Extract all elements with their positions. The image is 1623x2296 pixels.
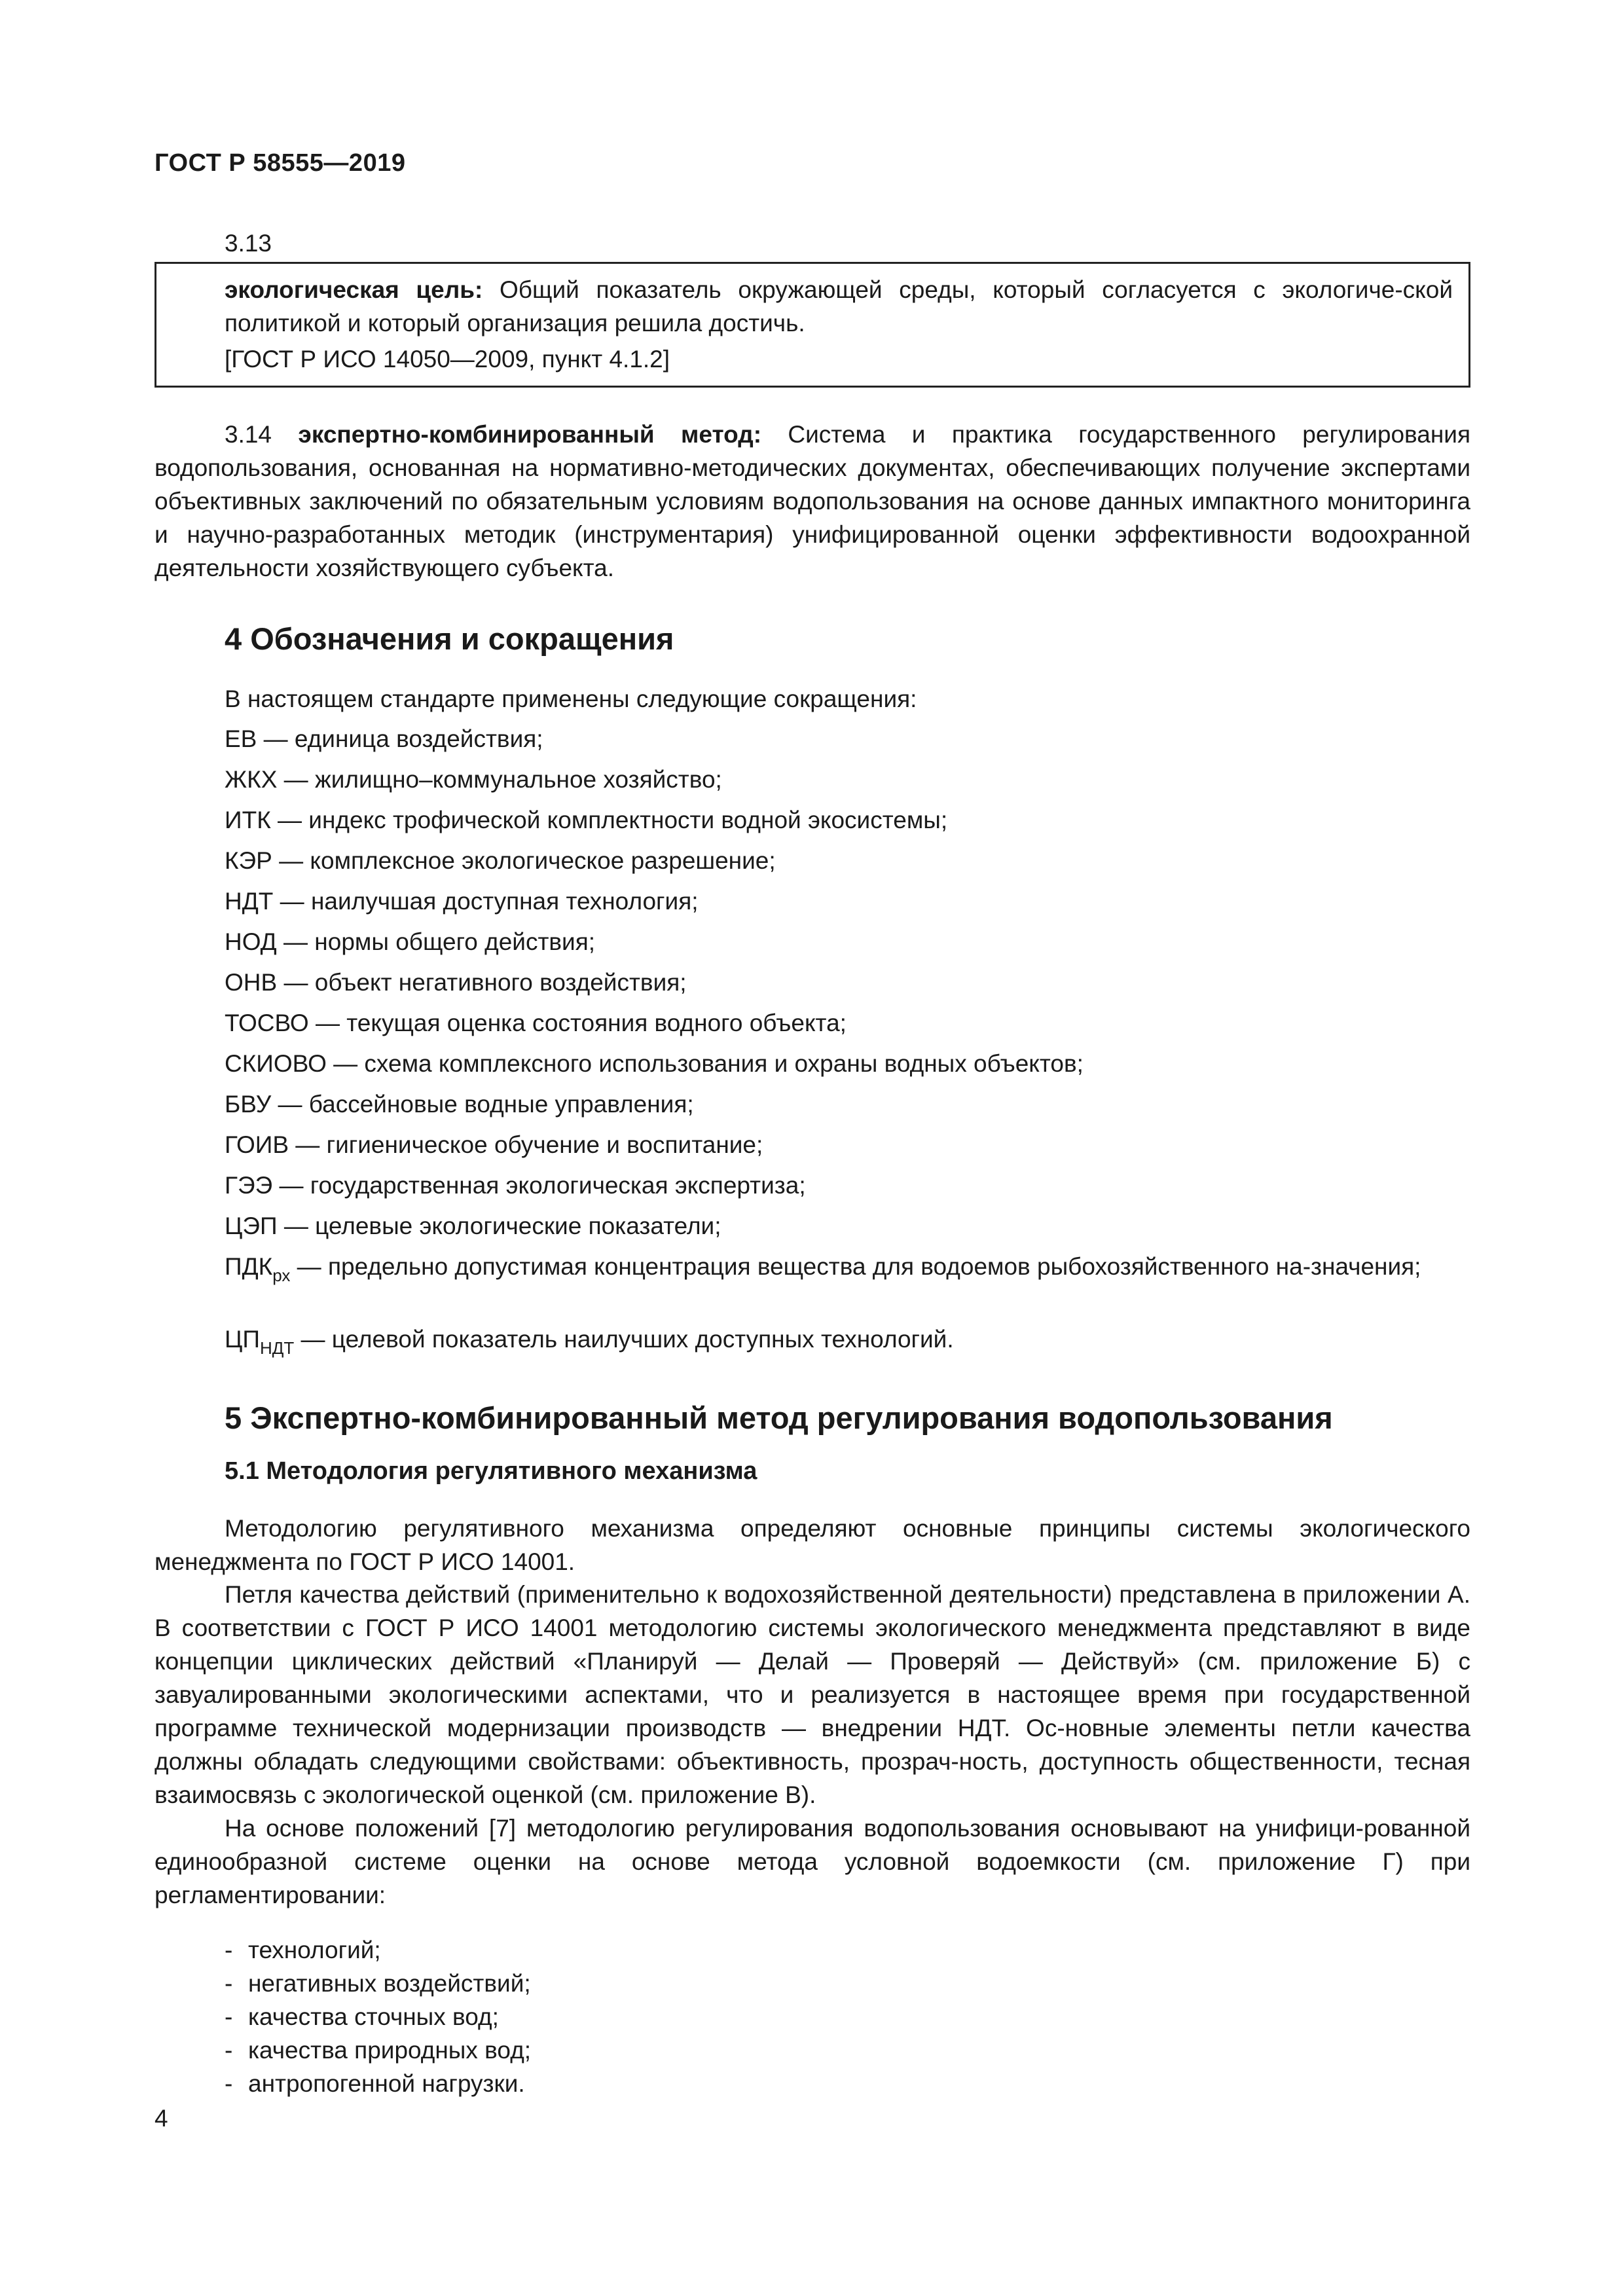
abbreviation-cp-sub: НДТ bbox=[259, 1338, 295, 1358]
section-4-heading: 4 Обозначения и сокращения bbox=[225, 621, 674, 656]
abbreviation-cp: ЦП bbox=[225, 1326, 260, 1353]
subsection-5-1-heading: 5.1 Методология регулятивного механизма bbox=[225, 1457, 757, 1485]
list-item: - негативных воздействий; bbox=[225, 1970, 531, 1997]
list-item: - качества природных вод; bbox=[225, 2037, 532, 2064]
abbreviation-item: ИТК — индекс трофической комплектности водной экосистемы; bbox=[225, 807, 948, 833]
abbreviation-item: БВУ — бассейновые водные управления; bbox=[225, 1091, 694, 1118]
list-item: - качества сточных вод; bbox=[225, 2003, 499, 2030]
definition-body: Общий показатель окружающей среды, который согласуется с экологиче-ской политикой и который организация решила достичь. bbox=[225, 276, 1453, 337]
abbreviations-list bbox=[225, 722, 1470, 1250]
abbreviation-item: ГОИВ — гигиеническое обучение и воспитание; bbox=[225, 1131, 763, 1158]
abbreviation-item: ЖКХ — жилищно–коммунальное хозяйство; bbox=[225, 766, 722, 793]
abbreviation-item-pdk bbox=[155, 1250, 1470, 1283]
clause-3-14 bbox=[155, 418, 1470, 585]
abbreviation-item: КЭР — комплексное экологическое разрешение; bbox=[225, 847, 776, 874]
abbreviation-cp-text: — целевой показатель наилучших доступных технологий. bbox=[294, 1326, 954, 1353]
abbreviation-item: ГЭЭ — государственная экологическая экспертиза; bbox=[225, 1172, 806, 1199]
definition-term: экологическая цель: bbox=[225, 276, 483, 303]
page-number: 4 bbox=[155, 2105, 168, 2132]
clause-3-14-definition: Система и практика государственного регулирования водопользования, основанная на нормативно-методических документах, обеспечивающих получение экспертами объективных заключений по обязательным условиям водопользования на основе данных импактного мониторинга и научно-разработанных методик (инструментария) унифицированной оценки эффективности водоохранной деятельности хозяйствующего субъекта. bbox=[155, 421, 1471, 581]
document-header: ГОСТ Р 58555—2019 bbox=[155, 149, 406, 177]
section-5-heading: 5 Экспертно-комбинированный метод регулирования водопользования bbox=[225, 1400, 1333, 1435]
abbreviation-item-cp bbox=[225, 1322, 954, 1356]
definition-box bbox=[155, 262, 1470, 388]
clause-3-14-term: экспертно-комбинированный метод: bbox=[298, 421, 762, 448]
abbreviation-pdk-sub: рх bbox=[272, 1266, 291, 1285]
abbreviations-intro: В настоящем стандарте применены следующие сокращения: bbox=[225, 685, 917, 712]
definition-text bbox=[225, 273, 1453, 340]
abbreviation-item: НДТ — наилучшая доступная технология; bbox=[225, 888, 699, 915]
list-item: - технологий; bbox=[225, 1937, 381, 1963]
paragraph: На основе положений [7] методологию регулирования водопользования основывают на унифици-рованной единообразной системе оценки на основе метода условной водоемкости (см. приложение Г) при регламентировании: bbox=[155, 1815, 1470, 1908]
abbreviation-item: ТОСВО — текущая оценка состояния водного объекта; bbox=[225, 1010, 847, 1036]
definition-source: [ГОСТ Р ИСО 14050—2009, пункт 4.1.2] bbox=[225, 346, 670, 373]
abbreviation-item: ЦЭП — целевые экологические показатели; bbox=[225, 1212, 721, 1239]
clause-number-3-14: 3.14 bbox=[225, 421, 272, 448]
abbreviation-pdk-text: — предельно допустимая концентрация вещества для водоемов рыбохозяйственного на-значения; bbox=[290, 1253, 1421, 1280]
abbreviation-item: ОНВ — объект негативного воздействия; bbox=[225, 969, 687, 996]
list-item: - антропогенной нагрузки. bbox=[225, 2070, 525, 2097]
abbreviation-item: СКИОВО — схема комплексного использования и охраны водных объектов; bbox=[225, 1050, 1084, 1077]
regulation-list bbox=[225, 1933, 531, 2100]
clause-number-3-13: 3.13 bbox=[225, 230, 272, 257]
paragraph: Петля качества действий (применительно к водохозяйственной деятельности) представлена в приложении А. В соответствии с ГОСТ Р ИСО 14001 методологию системы экологического менеджмента представляют в виде концепции циклических действий «Планируй — Делай — Проверяй — Действуй» (см. приложение Б) с завуалированными экологическими аспектами, что и реализуется в настоящее время при государственной программе технической модернизации производств — внедрении НДТ. Ос-новные элементы петли качества должны обладать следующими свойствами: объективность, прозрач-ность, доступность общественности, тесная взаимосвязь с экологической оценкой (см. приложение В). bbox=[155, 1581, 1470, 1808]
paragraph: Методологию регулятивного механизма определяют основные принципы системы экологического менеджмента по ГОСТ Р ИСО 14001. bbox=[155, 1515, 1470, 1575]
clause-3-14-text bbox=[155, 418, 1470, 585]
abbreviation-pdk: ПДК bbox=[225, 1253, 273, 1280]
abbreviation-item: НОД — нормы общего действия; bbox=[225, 928, 596, 955]
abbreviation-item: ЕВ — единица воздействия; bbox=[225, 725, 543, 752]
